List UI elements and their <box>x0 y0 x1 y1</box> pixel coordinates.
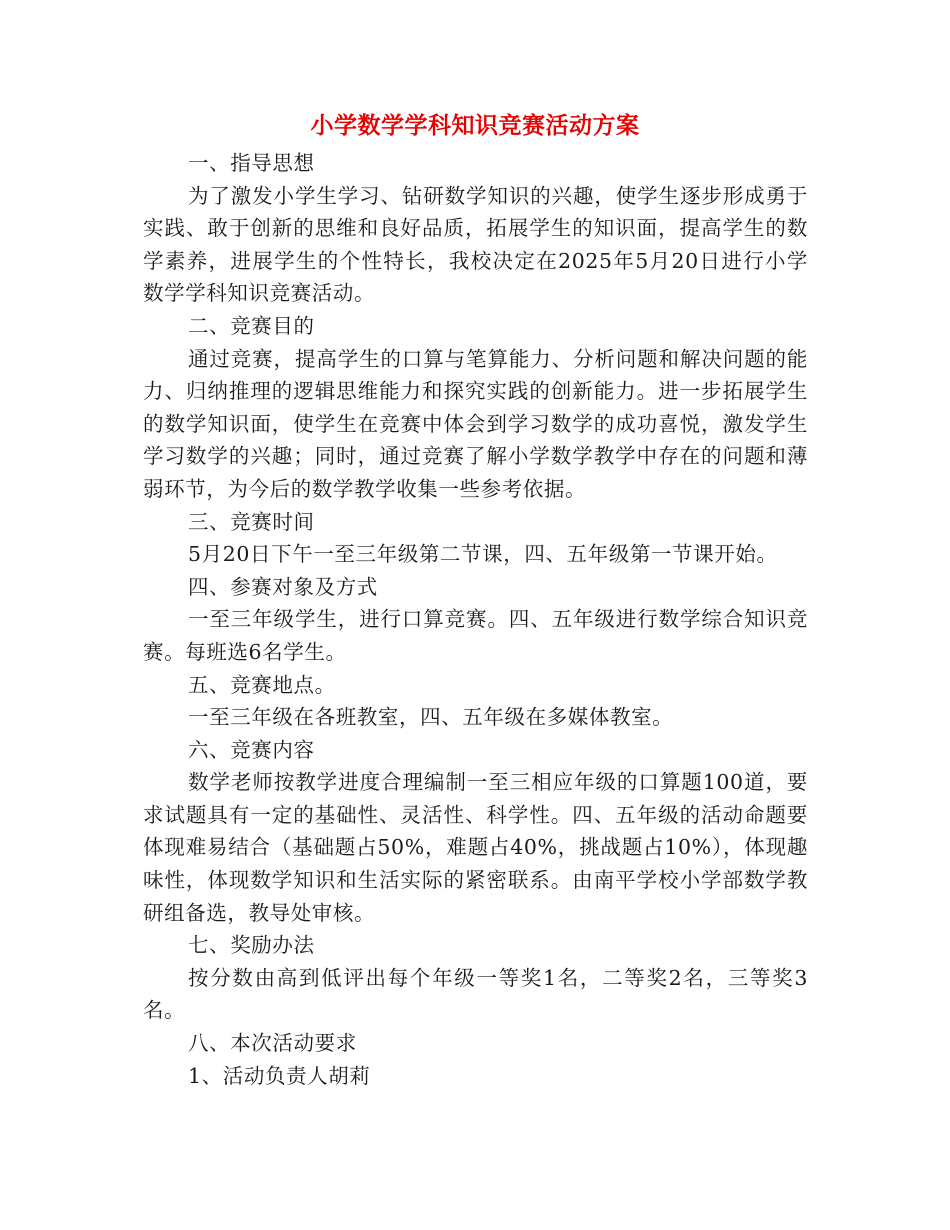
section-body-7: 按分数由高到低评出每个年级一等奖1名，二等奖2名，三等奖3名。 <box>143 965 808 1023</box>
section-body-2: 通过竞赛，提高学生的口算与笔算能力、分析问题和解决问题的能力、归纳推理的逻辑思维能力和探究实践的创新能力。进一步拓展学生的数学知识面，使学生在竞赛中体会到学习数学的成功喜悦，激发学生学习数学的兴趣；同时，通过竞赛了解小学数学教学中存在的问题和薄弱环节，为今后的数学教学收集一些参考依据。 <box>143 346 808 501</box>
section-heading-8: 八、本次活动要求 <box>188 1031 357 1056</box>
section-body-5: 一至三年级在各班教室，四、五年级在多媒体教室。 <box>188 705 674 730</box>
document-title: 小学数学学科知识竞赛活动方案 <box>310 112 640 139</box>
section-heading-3: 三、竞赛时间 <box>188 509 315 534</box>
section-heading-1: 一、指导思想 <box>188 151 315 175</box>
document-body <box>143 147 808 1092</box>
section-body-4: 一至三年级学生，进行口算竞赛。四、五年级进行数学综合知识竞赛。每班选6名学生。 <box>143 607 808 664</box>
section-heading-7: 七、奖励办法 <box>188 933 315 958</box>
section-body-8: 1、活动负责人胡莉 <box>188 1063 371 1088</box>
section-body-1: 为了激发小学生学习、钻研数学知识的兴趣，使学生逐步形成勇于实践、敢于创新的思维和良好品质，拓展学生的知识面，提高学生的数学素养，进展学生的个性特长，我校决定在2025年5月20日进行小学数学学科知识竞赛活动。 <box>143 183 808 306</box>
section-heading-6: 六、竞赛内容 <box>188 737 315 762</box>
section-body-3: 5月20日下午一至三年级第二节课，四、五年级第一节课开始。 <box>188 542 778 567</box>
section-body-6: 数学老师按教学进度合理编制一至三相应年级的口算题100道，要求试题具有一定的基础性、灵活性、科学性。四、五年级的活动命题要体现难易结合（基础题占50%，难题占40%，挑战题占10%），体现趣味性，体现数学知识和生活实际的紧密联系。由南平学校小学部数学教研组备选，教导处审核。 <box>143 770 808 925</box>
section-heading-5: 五、竞赛地点。 <box>188 672 336 697</box>
section-heading-2: 二、竞赛目的 <box>188 313 315 338</box>
section-heading-4: 四、参赛对象及方式 <box>188 574 378 599</box>
